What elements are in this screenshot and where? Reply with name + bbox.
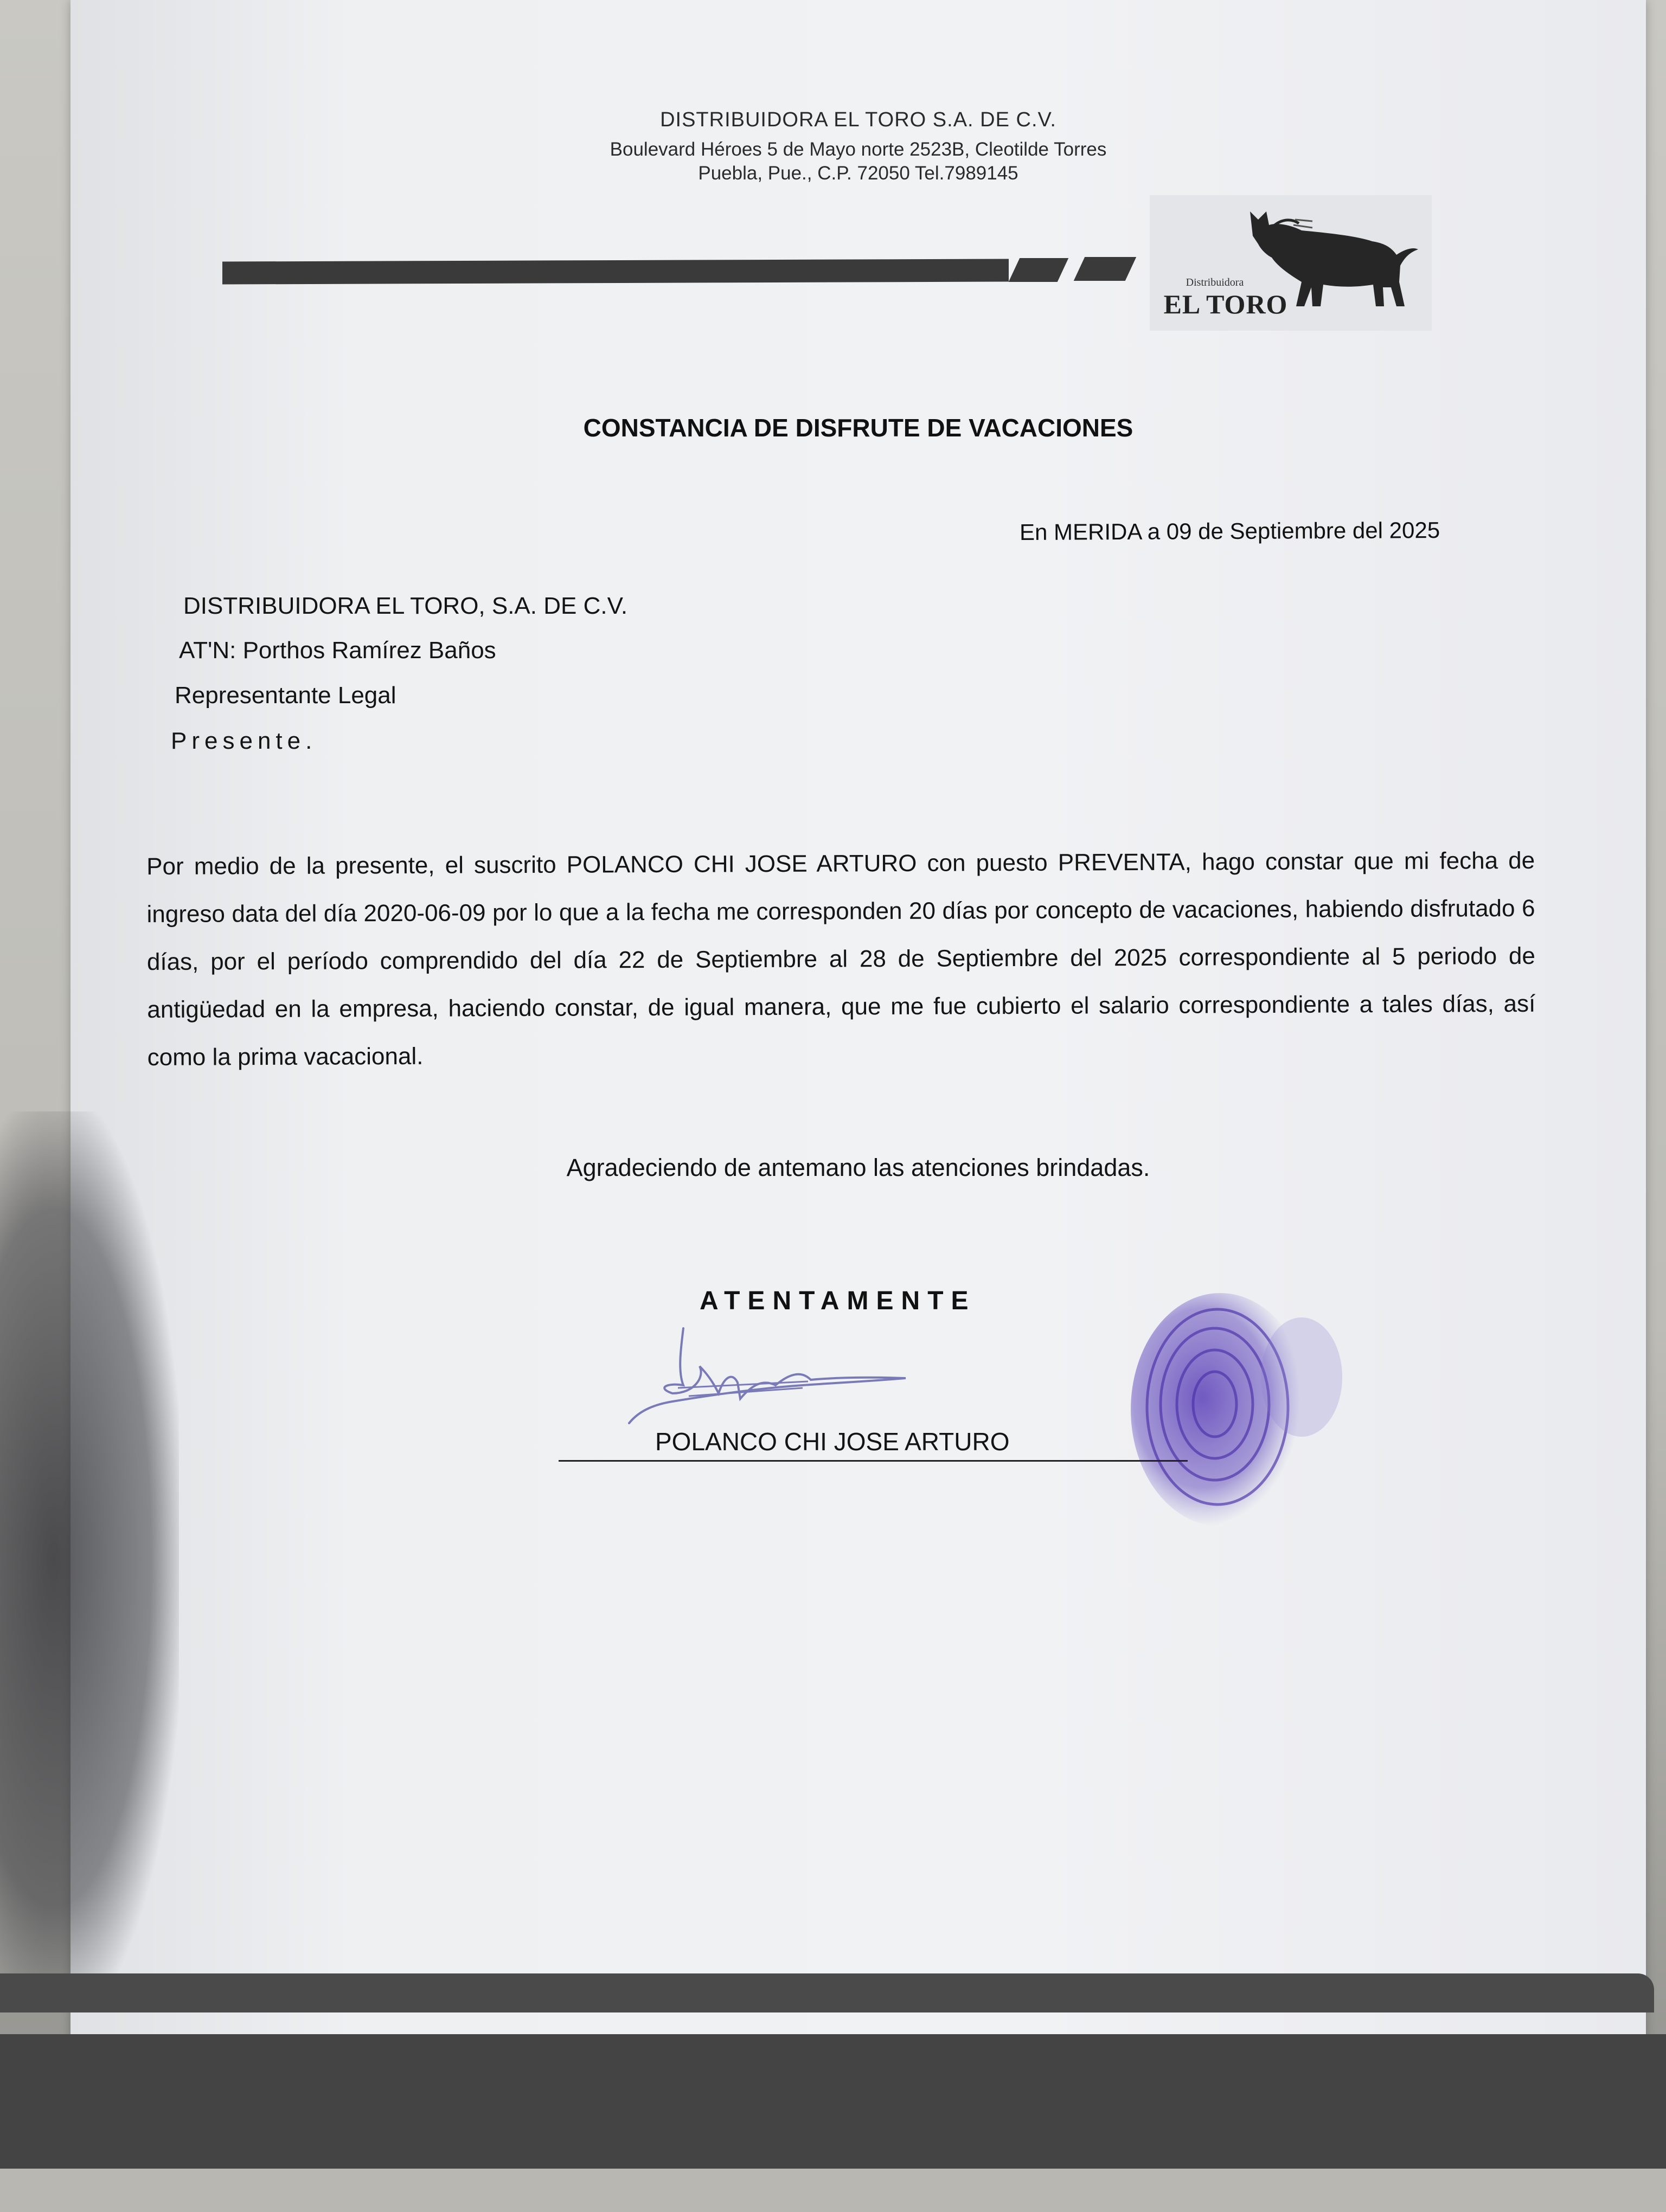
logo-subtitle: Distribuidora — [1186, 276, 1244, 288]
footer-stripe — [0, 1973, 1654, 2012]
signer-name: POLANCO CHI JOSE ARTURO — [655, 1427, 1010, 1456]
letterhead-address-line-2: Puebla, Pue., C.P. 72050 Tel.7989145 — [698, 163, 1018, 184]
floor-edge — [0, 2169, 1666, 2212]
document-page — [71, 0, 1646, 2212]
letterhead-address-line-1: Boulevard Héroes 5 de Mayo norte 2523B, Cleotilde Torres — [610, 139, 1107, 160]
fingerprint-mark — [1128, 1285, 1356, 1540]
addressee-role: Representante Legal — [175, 682, 396, 709]
thanks-line: Agradeciendo de antemano las atenciones brindadas. — [566, 1154, 1150, 1181]
body-paragraph: Por medio de la presente, el suscrito POLANCO CHI JOSE ARTURO con puesto PREVENTA, hago constar que mi fecha de ingreso data del día 2020-06-09 por lo que a la fecha me corresponden 20 días por concepto de vacaciones, habiendo disfrutado 6 días, por el período comprendido del día 22 de Septiembre al 28 de Septiembre del 2025 correspondiente al 5 periodo de antigüedad en la empresa, haciendo constar, de igual manera, que me fue cubierto el salario correspondiente a tales días, así como la prima vacacional. — [146, 847, 1536, 1071]
closing-word: ATENTAMENTE — [700, 1287, 976, 1315]
handwritten-signature — [624, 1312, 949, 1442]
letterhead-company: DISTRIBUIDORA EL TORO S.A. DE C.V. — [660, 108, 1056, 131]
letterhead-stripe — [222, 259, 1009, 284]
document-title: CONSTANCIA DE DISFRUTE DE VACACIONES — [583, 414, 1133, 442]
addressee-company: DISTRIBUIDORA EL TORO, S.A. DE C.V. — [183, 593, 628, 619]
hand-shadow — [0, 1111, 179, 2006]
addressee-attn: AT'N: Porthos Ramírez Baños — [179, 637, 496, 664]
footer-stripe-wide — [0, 2034, 1666, 2170]
signature-line — [559, 1460, 1188, 1462]
date-line: En MERIDA a 09 de Septiembre del 2025 — [1019, 517, 1440, 545]
addressee-presente: Presente. — [171, 728, 317, 754]
logo-name: EL TORO — [1163, 289, 1288, 319]
